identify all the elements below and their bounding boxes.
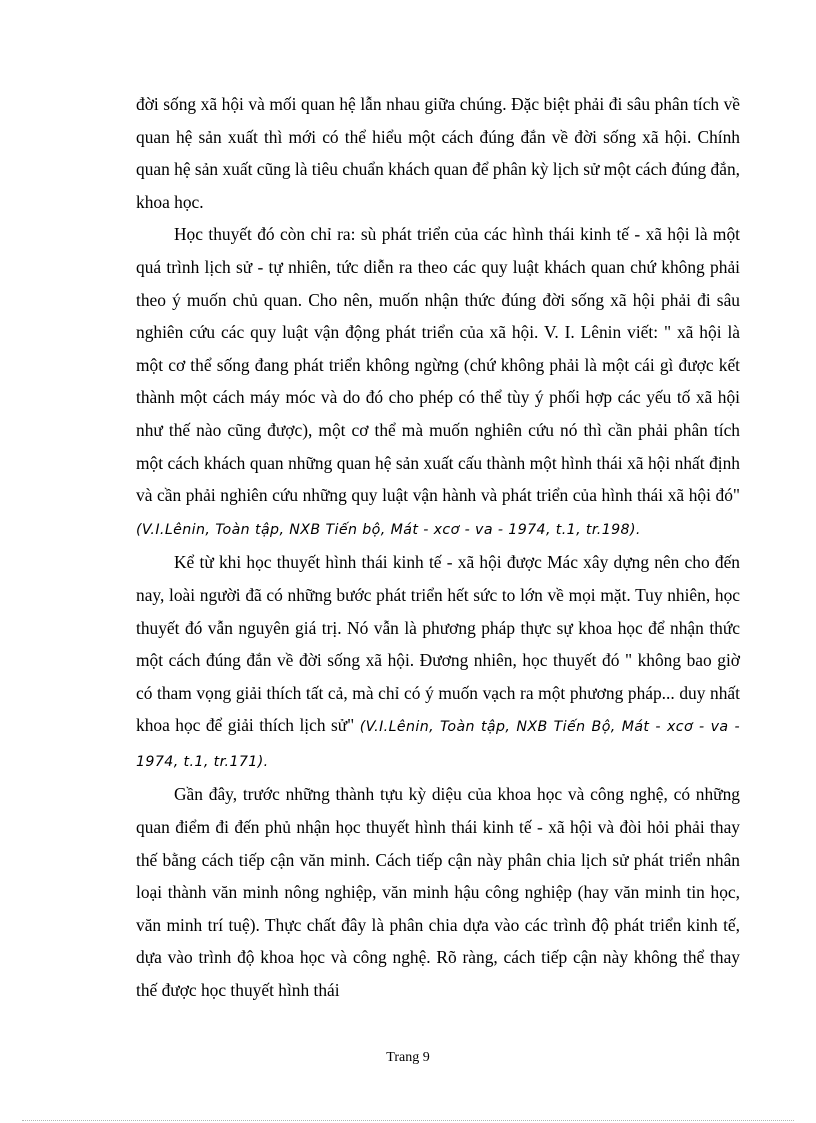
paragraph-2 xyxy=(136,218,740,546)
body-text xyxy=(136,88,740,1007)
page-divider xyxy=(22,1120,794,1121)
paragraph-2-text: Học thuyết đó còn chỉ ra: sù phát triển của các hình thái kinh tế - xã hội là một quá trình lịch sử - tự nhiên, tức diễn ra theo các quy luật khách quan chứ không phải theo ý muốn chủ quan. Cho nên, muốn nhận thức đúng đời sống xã hội phải đi sâu nghiên cứu các quy luật vận động phát triển của xã hội. V. I. Lênin viết: " xã hội là một cơ thể sống đang phát triển không ngừng (chứ không phải là một cái gì được kết thành một cách máy móc và do đó cho phép có thể tùy ý phối hợp các yếu tố xã hội như thế nào cũng được), một cơ thể mà muốn nghiên cứu nó thì cần phải phân tích một cách khách quan những quan hệ sản xuất cấu thành một hình thái xã hội nhất định và cần phải nghiên cứu những quy luật vận hành và phát triển của hình thái xã hội đó" xyxy=(136,224,740,506)
citation-2: (V.I.Lênin, Toàn tập, NXB Tiến Bộ, Mát - xcơ - va - 1974, t.1, tr.171). xyxy=(136,719,740,770)
page-number: Trang 9 xyxy=(386,1050,430,1065)
paragraph-1: đời sống xã hội và mối quan hệ lẫn nhau giữa chúng. Đặc biệt phải đi sâu phân tích về quan hệ sản xuất thì mới có thể hiểu một cách đúng đắn về đời sống xã hội. Chính quan hệ sản xuất cũng là tiêu chuẩn khách quan để phân kỳ lịch sử một cách đúng đắn, khoa học. xyxy=(136,94,740,212)
citation-1: (V.I.Lênin, Toàn tập, NXB Tiến bộ, Mát - xcơ - va - 1974, t.1, tr.198). xyxy=(136,521,641,538)
paragraph-3-text: Kể từ khi học thuyết hình thái kinh tế - xã hội được Mác xây dựng nên cho đến nay, loài người đã có những bước phát triển hết sức to lớn về mọi mặt. Tuy nhiên, học thuyết đó vẫn nguyên giá trị. Nó vẫn là phương pháp thực sự khoa học để nhận thức một cách đúng đắn về đời sống xã hội. Đương nhiên, học thuyết đó " không bao giờ có tham vọng giải thích tất cả, mà chỉ có ý muốn vạch ra một phương pháp... duy nhất khoa học để giải thích lịch sử" xyxy=(136,552,740,736)
paragraph-4: Gần đây, trước những thành tựu kỳ diệu của khoa học và công nghệ, có những quan điểm đi đến phủ nhận học thuyết hình thái kinh tế - xã hội và đòi hỏi phải thay thế bằng cách tiếp cận văn minh. Cách tiếp cận này phân chia lịch sử phát triển nhân loại thành văn minh nông nghiệp, văn minh hậu công nghiệp (hay văn minh tin học, văn minh trí tuệ). Thực chất đây là phân chia dựa vào các trình độ phát triển kinh tế, dựa vào trình độ khoa học và công nghệ. Rõ ràng, cách tiếp cận này không thể thay thế được học thuyết hình thái xyxy=(136,784,740,1001)
paragraph-3 xyxy=(136,546,740,778)
